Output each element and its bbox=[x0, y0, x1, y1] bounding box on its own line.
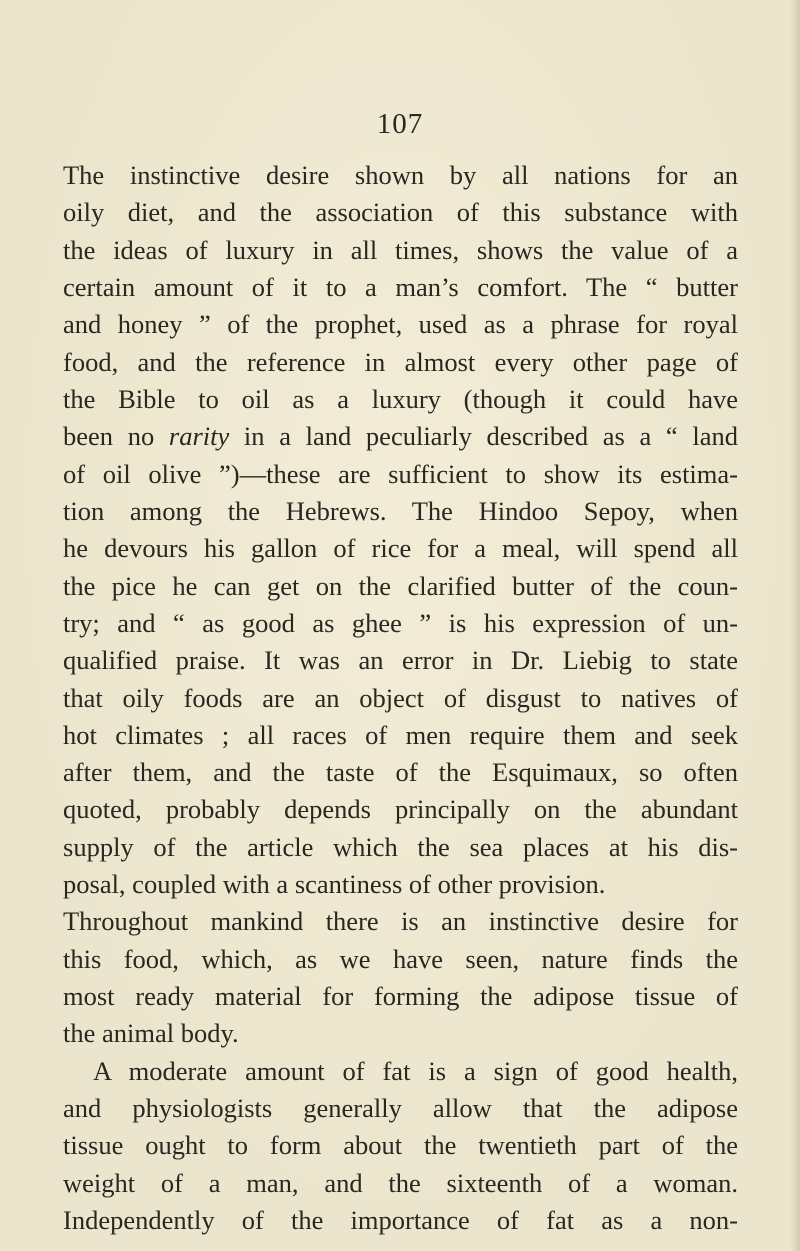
text-line-27: tissue ought to form about the twentieth part of the bbox=[63, 1130, 738, 1160]
text-line-29: Independently of the importance of fat as a non- bbox=[63, 1205, 738, 1235]
text-line-8-start: been no bbox=[63, 421, 155, 451]
text-line-25: A moderate amount of fat is a sign of good health, bbox=[93, 1056, 738, 1086]
text-line-4: certain amount of it to a man’s comfort. The “ butter bbox=[63, 272, 738, 302]
text-line-5: and honey ” of the prophet, used as a phrase for royal bbox=[63, 309, 738, 339]
text-line-21: Throughout mankind there is an instinctive desire for bbox=[63, 906, 738, 936]
text-line-18: quoted, probably depends principally on the abundant bbox=[63, 794, 738, 824]
text-line-24: the animal body. bbox=[63, 1018, 239, 1048]
text-line-20: posal, coupled with a scantiness of other provision. bbox=[63, 869, 606, 899]
text-line-6: food, and the reference in almost every other page of bbox=[63, 347, 738, 377]
text-line-17: after them, and the taste of the Esquimaux, so often bbox=[63, 757, 738, 787]
text-line-12: the pice he can get on the clarified butter of the coun- bbox=[63, 571, 738, 601]
text-line-1: The instinctive desire shown by all nations for an bbox=[63, 160, 738, 190]
text-line-10: tion among the Hebrews. The Hindoo Sepoy, when bbox=[63, 496, 738, 526]
text-line-28: weight of a man, and the sixteenth of a woman. bbox=[63, 1168, 738, 1198]
italic-word-rarity: rarity bbox=[168, 421, 230, 451]
page-number: 107 bbox=[376, 108, 424, 140]
text-line-16: hot climates ; all races of men require them and seek bbox=[63, 720, 738, 750]
text-line-9: of oil olive ”)—these are sufficient to show its estima- bbox=[63, 459, 738, 489]
text-line-11: he devours his gallon of rice for a meal, will spend all bbox=[63, 533, 738, 563]
text-line-22: this food, which, as we have seen, nature finds the bbox=[63, 944, 738, 974]
text-line-2: oily diet, and the association of this substance with bbox=[63, 197, 738, 227]
text-line-8 bbox=[63, 421, 738, 451]
text-line-8-end: in a land peculiarly described as a “ land bbox=[243, 421, 738, 451]
text-line-3: the ideas of luxury in all times, shows the value of a bbox=[63, 235, 738, 265]
text-line-13: try; and “ as good as ghee ” is his expression of un- bbox=[63, 608, 738, 638]
text-line-15: that oily foods are an object of disgust to natives of bbox=[63, 683, 738, 713]
text-line-14: qualified praise. It was an error in Dr. Liebig to state bbox=[63, 645, 738, 675]
text-line-23: most ready material for forming the adipose tissue of bbox=[63, 981, 738, 1011]
page-edge-shadow bbox=[790, 0, 800, 1251]
text-line-19: supply of the article which the sea places at his dis- bbox=[63, 832, 738, 862]
text-line-26: and physiologists generally allow that the adipose bbox=[63, 1093, 738, 1123]
text-line-7: the Bible to oil as a luxury (though it could have bbox=[63, 384, 738, 414]
